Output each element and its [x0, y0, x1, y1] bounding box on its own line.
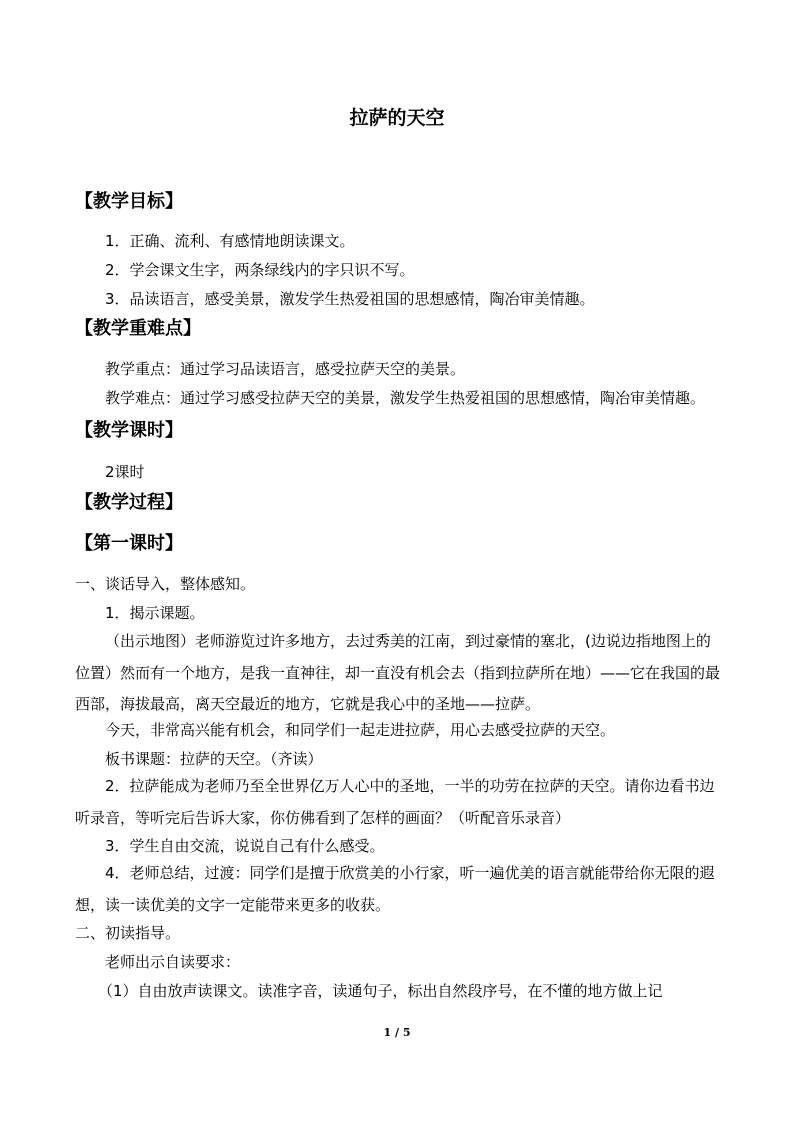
- goal-item-2: 2．学会课文生字，两条绿线内的字只识不写。: [105, 261, 415, 279]
- key-points-heading: 【教学重难点】: [75, 318, 201, 339]
- map-paragraph: （出示地图）老师游览过许多地方，去过秀美的江南，到过豪情的塞北，(边说边指地图上的位置）然而有一个地方，是我一直神往，却一直没有机会去（指到拉萨所在地）——它在我国的最西部，海拔最高，离天空最近的地方，它就是我心中的圣地——拉萨。: [75, 632, 721, 713]
- document-title: 拉萨的天空: [349, 107, 445, 129]
- step-1: 1．揭示课题。: [105, 604, 205, 622]
- section-one-heading: 一、谈话导入，整体感知。: [75, 575, 256, 593]
- step-2: 2．拉萨能成为老师乃至全世界亿万人心中的圣地，一半的功劳在拉萨的天空。请你边看书边听录音，等听完后告诉大家，你仿佛看到了怎样的画面？（听配音乐录音）: [75, 777, 715, 827]
- board-paragraph: 板书课题：拉萨的天空。（齐读）: [105, 750, 323, 768]
- key-point: 教学重点：通过学习品读语言，感受拉萨天空的美景。: [105, 360, 466, 378]
- goal-item-1: 1．正确、流利、有感情地朗读课文。: [105, 232, 355, 250]
- difficult-point-paragraph: [75, 383, 725, 447]
- hours-heading: 【教学课时】: [75, 419, 183, 441]
- section-two-heading: 二、初读指导。: [75, 924, 181, 942]
- first-lesson-heading: 【第一课时】: [75, 533, 183, 554]
- process-heading: 【教学过程】: [75, 492, 183, 513]
- step-3: 3．学生自由交流，说说自己有什么感受。: [105, 837, 385, 855]
- hours-value: 2课时: [105, 463, 145, 481]
- requirement-1: （1）自由放声读课文。读准字音，读通句子，标出自然段序号，在不懂的地方做上记: [98, 982, 663, 1000]
- goals-heading: 【教学目标】: [75, 191, 183, 212]
- goal-item-3: 3．品读语言，感受美景，激发学生热爱祖国的思想感情，陶冶审美情趣。: [105, 290, 595, 308]
- page-number: 1 / 5: [383, 1026, 411, 1039]
- difficult-point: 教学难点：通过学习感受拉萨天空的美景，激发学生热爱祖国的思想感情，陶冶审美情趣。: [105, 389, 706, 407]
- teacher-requirements: 老师出示自读要求：: [105, 953, 241, 971]
- step-4: 4．老师总结，过渡：同学们是擅于欣赏美的小行家，听一遍优美的语言就能带给你无限的遐想，读一读优美的文字一定能带来更多的收获。: [75, 864, 715, 914]
- today-paragraph: 今天，非常高兴能有机会，和同学们一起走进拉萨，用心去感受拉萨的天空。: [105, 721, 616, 739]
